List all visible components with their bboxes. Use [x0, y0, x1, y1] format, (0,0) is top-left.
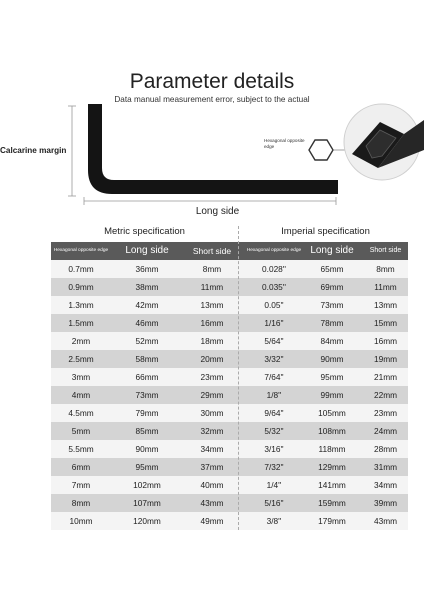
- table-cell: 5.5mm: [68, 444, 94, 454]
- calcarine-margin-label: Calcarine margin: [0, 146, 67, 155]
- table-cell: 179mm: [318, 516, 346, 526]
- table-cell: 49mm: [200, 516, 224, 526]
- table-cell: 3/32'': [264, 354, 284, 364]
- table-cell: 40mm: [200, 480, 224, 490]
- imperial-group-header: Imperial specification: [281, 226, 370, 237]
- table-row: [51, 296, 408, 314]
- table-cell: 129mm: [318, 462, 346, 472]
- column-header: Short side: [369, 247, 402, 254]
- table-cell: 65mm: [320, 264, 344, 274]
- table-cell: 1.5mm: [68, 318, 94, 328]
- table-header-row: [51, 242, 408, 260]
- table-cell: 24mm: [373, 426, 398, 436]
- table-cell: 43mm: [200, 498, 224, 508]
- hexagonal-edge-label: Hexagonal opposite edge: [264, 138, 305, 149]
- table-cell: 8mm: [71, 498, 91, 508]
- table-cell: 8mm: [202, 264, 222, 274]
- table-row: [51, 332, 408, 350]
- table-cell: 29mm: [200, 390, 224, 400]
- table-cell: 0.035'': [262, 282, 286, 292]
- table-cell: 7/32'': [264, 462, 284, 472]
- table-cell: 15mm: [373, 318, 398, 328]
- table-cell: 1/4'': [266, 480, 282, 490]
- table-cell: 11mm: [200, 282, 224, 292]
- table-cell: 1/16'': [264, 318, 284, 328]
- table-row: [51, 512, 408, 530]
- table-cell: 42mm: [135, 300, 159, 310]
- table-cell: 120mm: [133, 516, 161, 526]
- table-cell: 7/64'': [264, 372, 284, 382]
- table-row: [51, 350, 408, 368]
- table-cell: 37mm: [200, 462, 224, 472]
- table-cell: 1.3mm: [68, 300, 94, 310]
- table-cell: 31mm: [373, 462, 398, 472]
- table-cell: 11mm: [374, 282, 397, 292]
- table-cell: 13mm: [373, 300, 398, 310]
- table-cell: 1/8'': [266, 390, 282, 400]
- table-cell: 8mm: [376, 264, 395, 274]
- table-cell: 16mm: [200, 318, 224, 328]
- table-cell: 108mm: [318, 426, 346, 436]
- table-cell: 20mm: [200, 354, 224, 364]
- column-header: Hexagonal opposite edge: [53, 248, 109, 253]
- table-cell: 16mm: [373, 336, 398, 346]
- table-cell: 118mm: [318, 444, 346, 454]
- table-cell: 9/64'': [264, 408, 284, 418]
- table-cell: 3/16'': [264, 444, 284, 454]
- table-cell: 4mm: [71, 390, 91, 400]
- table-cell: 58mm: [135, 354, 159, 364]
- table-cell: 99mm: [320, 390, 344, 400]
- table-row: [51, 422, 408, 440]
- table-cell: 69mm: [320, 282, 344, 292]
- hex-key-diagram: [0, 100, 424, 210]
- table-cell: 0.7mm: [68, 264, 94, 274]
- long-side-label: Long side: [195, 206, 240, 217]
- table-cell: 4.5mm: [68, 408, 94, 418]
- table-cell: 78mm: [320, 318, 344, 328]
- metric-group-header: Metric specification: [104, 226, 185, 237]
- table-cell: 21mm: [373, 372, 398, 382]
- table-cell: 0.028'': [262, 264, 286, 274]
- table-row: [51, 494, 408, 512]
- table-cell: 95mm: [320, 372, 344, 382]
- column-header: Long side: [125, 245, 169, 256]
- table-cell: 13mm: [200, 300, 224, 310]
- table-cell: 23mm: [373, 408, 398, 418]
- table-cell: 90mm: [135, 444, 159, 454]
- table-cell: 90mm: [320, 354, 344, 364]
- table-cell: 0.05'': [264, 300, 284, 310]
- table-group-headers: [51, 226, 408, 242]
- table-row: [51, 476, 408, 494]
- column-header: Hexagonal opposite edge: [246, 248, 302, 253]
- table-cell: 39mm: [373, 498, 398, 508]
- table-cell: 19mm: [373, 354, 398, 364]
- table-cell: 3mm: [71, 372, 91, 382]
- table-row: [51, 314, 408, 332]
- column-header: Long side: [310, 245, 354, 256]
- table-cell: 23mm: [200, 372, 224, 382]
- table-row: [51, 440, 408, 458]
- table-cell: 2mm: [71, 336, 91, 346]
- table-row: [51, 278, 408, 296]
- table-row: [51, 260, 408, 278]
- table-row: [51, 404, 408, 422]
- table-cell: 36mm: [135, 264, 159, 274]
- table-cell: 73mm: [320, 300, 344, 310]
- table-cell: 84mm: [320, 336, 344, 346]
- table-cell: 34mm: [200, 444, 224, 454]
- table-row: [51, 386, 408, 404]
- table-row: [51, 458, 408, 476]
- table-cell: 10mm: [69, 516, 93, 526]
- table-cell: 79mm: [135, 408, 159, 418]
- table-cell: 66mm: [135, 372, 159, 382]
- table-cell: 18mm: [200, 336, 224, 346]
- table-cell: 32mm: [200, 426, 224, 436]
- table-divider: [238, 226, 240, 530]
- table-cell: 34mm: [373, 480, 398, 490]
- table-cell: 28mm: [373, 444, 398, 454]
- table-cell: 43mm: [373, 516, 398, 526]
- table-cell: 46mm: [135, 318, 159, 328]
- table-row: [51, 368, 408, 386]
- table-cell: 7mm: [71, 480, 91, 490]
- table-cell: 2.5mm: [68, 354, 94, 364]
- table-cell: 5/64'': [264, 336, 284, 346]
- table-cell: 5/16'': [264, 498, 284, 508]
- page-subtitle: Data manual measurement error, subject to the actual: [114, 95, 310, 104]
- table-cell: 30mm: [200, 408, 224, 418]
- table-cell: 102mm: [133, 480, 161, 490]
- table-cell: 105mm: [318, 408, 346, 418]
- table-cell: 52mm: [135, 336, 159, 346]
- table-cell: 95mm: [135, 462, 159, 472]
- table-cell: 38mm: [135, 282, 159, 292]
- table-cell: 159mm: [318, 498, 346, 508]
- table-cell: 107mm: [133, 498, 161, 508]
- table-cell: 6mm: [71, 462, 91, 472]
- table-cell: 5mm: [71, 426, 91, 436]
- page-title: Parameter details: [129, 70, 295, 93]
- table-cell: 5/32'': [264, 426, 284, 436]
- table-cell: 73mm: [135, 390, 159, 400]
- column-header: Short side: [192, 246, 232, 256]
- table-cell: 22mm: [373, 390, 398, 400]
- table-cell: 3/8'': [266, 516, 282, 526]
- table-cell: 0.9mm: [68, 282, 94, 292]
- table-cell: 85mm: [135, 426, 159, 436]
- table-cell: 141mm: [318, 480, 346, 490]
